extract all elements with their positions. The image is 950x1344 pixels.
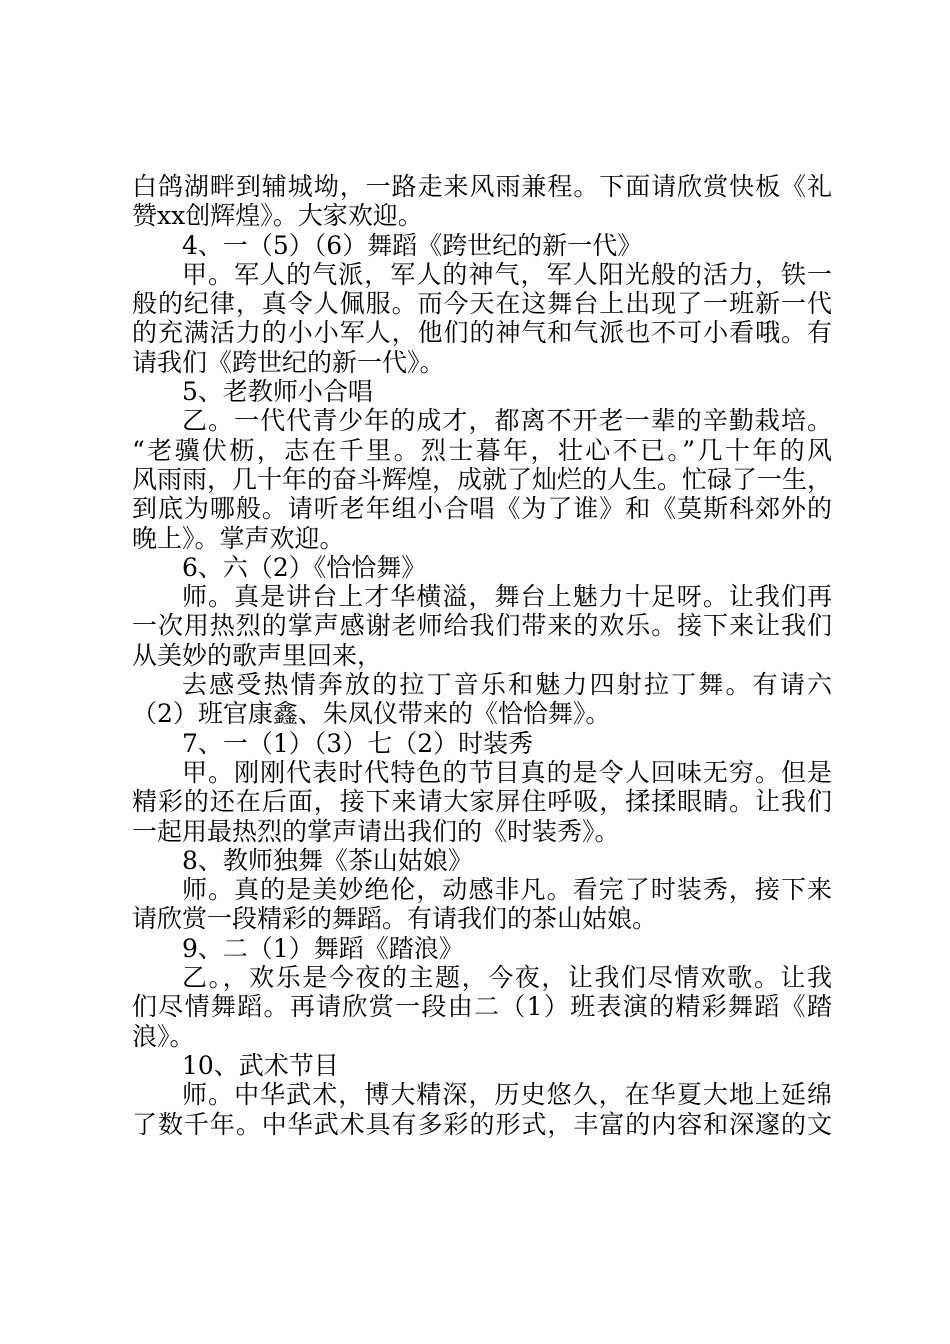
text-line: 从美妙的歌声里回来， <box>132 640 383 670</box>
text-line: 风雨雨，几十年的奋斗辉煌，成就了灿烂的人生。忙碌了一生， <box>132 464 833 494</box>
text-line: 到底为哪般。请听老年组小合唱《为了谁》和《莫斯科郊外的 <box>132 494 832 524</box>
text-line: 5、老教师小合唱 <box>182 377 373 407</box>
text-line: 师。真的是美妙绝伦，动感非凡。看完了时装秀，接下来 <box>182 875 832 905</box>
document-body <box>132 172 832 1139</box>
text-line: 10、武术节目 <box>182 1050 339 1080</box>
text-line: 的充满活力的小小军人，他们的神气和气派也不可小看哦。有 <box>132 318 832 348</box>
text-line: 般的纪律，真令人佩服。而今天在这舞台上出现了一班新一代 <box>132 289 832 319</box>
text-line: 甲。军人的气派，军人的神气，军人阳光般的活力，铁一 <box>182 259 832 289</box>
text-line: 乙。一代代青少年的成才，都离不开老一辈的辛勤栽培。 <box>182 406 832 436</box>
text-line: 请欣赏一段精彩的舞蹈。有请我们的茶山姑娘。 <box>132 904 658 934</box>
text-line: 乙。，欢乐是今夜的主题，今夜，让我们尽情欢歌。让我 <box>182 963 832 993</box>
text-line: 们尽情舞蹈。再请欣赏一段由二（1）班表演的精彩舞蹈《踏 <box>132 992 832 1022</box>
text-line: 师。真是讲台上才华横溢，舞台上魅力十足呀。让我们再 <box>182 582 832 612</box>
text-line: 浪》。 <box>132 1021 195 1051</box>
text-line: “老骥伏枥，志在千里。烈士暮年，壮心不已。”几十年的风 <box>132 435 832 465</box>
text-line: 一起用最热烈的掌声请出我们的《时装秀》。 <box>132 816 620 846</box>
text-line: 了数千年。中华武术具有多彩的形式，丰富的内容和深邃的文 <box>132 1109 832 1139</box>
text-line: 一次用热烈的掌声感谢老师给我们带来的欢乐。接下来让我们 <box>132 611 832 641</box>
text-line: 精彩的还在后面，接下来请大家屏住呼吸，揉揉眼睛。让我们 <box>132 787 832 817</box>
text-line: 晚上》。掌声欢迎。 <box>132 523 345 553</box>
text-line: 9、二（1）舞蹈《踏浪》 <box>182 933 464 963</box>
text-line: 甲。刚刚代表时代特色的节目真的是令人回味无穷。但是 <box>182 757 832 787</box>
text-line: （2）班官康鑫、朱凤仪带来的《恰恰舞》。 <box>132 699 611 729</box>
text-line: 4、一（5）（6）舞蹈《跨世纪的新一代》 <box>182 230 643 260</box>
text-line: 去感受热情奔放的拉丁音乐和魅力四射拉丁舞。有请六 <box>182 670 832 700</box>
text-line: 6、六（2）《恰恰舞》 <box>182 552 427 582</box>
text-line: 赞xx创辉煌》。大家欢迎。 <box>132 201 423 231</box>
text-line: 请我们《跨世纪的新一代》。 <box>132 347 445 377</box>
text-line: 8、教师独舞《茶山姑娘》 <box>182 845 473 875</box>
text-line: 7、一（1）（3）七（2）时装秀 <box>182 728 534 758</box>
text-line: 白鸽湖畔到辅城坳，一路走来风雨兼程。下面请欣赏快板《礼 <box>132 172 832 201</box>
text-line: 师。中华武术，博大精深，历史悠久，在华夏大地上延绵 <box>182 1080 832 1110</box>
